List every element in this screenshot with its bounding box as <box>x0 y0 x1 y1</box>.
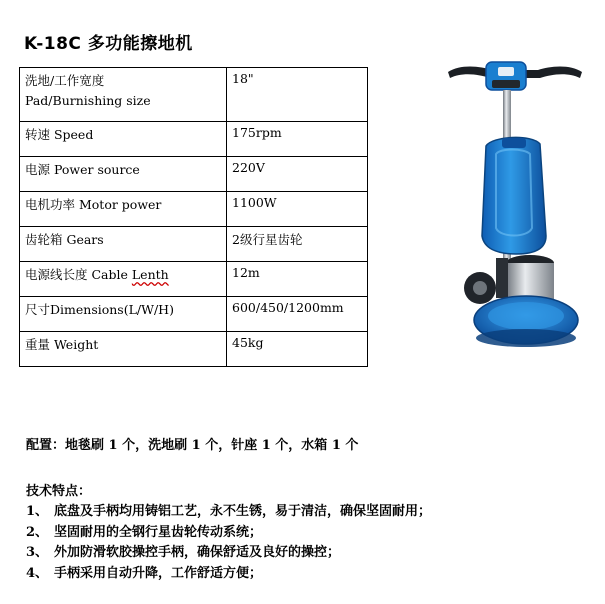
spec-label: 电源 Power source <box>20 157 227 192</box>
spec-row-pad-size <box>20 68 368 122</box>
spec-label <box>20 68 227 122</box>
spec-label: 电机功率 Motor power <box>20 192 227 227</box>
spec-label: 尺寸Dimensions(L/W/H) <box>20 297 227 332</box>
feature-item <box>26 523 431 544</box>
feature-number: 2、 <box>26 524 49 540</box>
feature-number: 4、 <box>26 565 49 581</box>
spec-value: 18" <box>227 68 368 122</box>
spec-table <box>19 67 368 367</box>
spec-value: 12m <box>227 262 368 297</box>
spec-value: 175rpm <box>227 122 368 157</box>
spec-label: 转速 Speed <box>20 122 227 157</box>
floor-machine-image <box>440 58 590 370</box>
spec-value: 2级行星齿轮 <box>227 227 368 262</box>
spec-row-speed <box>20 122 368 157</box>
feature-text: 底盘及手柄均用铸铝工艺，永不生锈，易于清洁，确保坚固耐用； <box>54 504 432 519</box>
feature-text: 坚固耐用的全钢行星齿轮传动系统； <box>54 524 263 540</box>
spec-label: 齿轮箱 Gears <box>20 227 227 262</box>
feature-text: 外加防滑软胶操控手柄，确保舒适及良好的操控； <box>54 545 341 560</box>
spec-row-motor-power <box>20 192 368 227</box>
spec-label-text: 电源线长度 Cable <box>25 267 132 282</box>
spec-row-weight <box>20 332 368 367</box>
spec-value: 1100W <box>227 192 368 227</box>
spec-label-line: Pad/Burnishing size <box>25 93 151 108</box>
spec-label <box>20 262 227 297</box>
spec-row-dimensions <box>20 297 368 332</box>
feature-text: 手柄采用自动升降，工作舒适方便； <box>54 565 263 581</box>
feature-number: 1、 <box>26 504 49 519</box>
features-title: 技术特点： <box>26 484 92 499</box>
feature-number: 3、 <box>26 545 49 560</box>
spec-row-gears <box>20 227 368 262</box>
features-section <box>26 480 431 584</box>
spec-row-cable-length <box>20 262 368 297</box>
spec-value: 45kg <box>227 332 368 367</box>
feature-item <box>26 564 431 585</box>
spec-label: 重量 Weight <box>20 332 227 367</box>
configuration-text: 配置：地毯刷 1 个，洗地刷 1 个，针座 1 个，水箱 1 个 <box>26 438 359 453</box>
page-title: K-18C 多功能擦地机 <box>24 34 193 54</box>
spec-value: 220V <box>227 157 368 192</box>
feature-item <box>26 543 431 564</box>
spec-label-line: 洗地/工作宽度 <box>25 73 105 88</box>
feature-item <box>26 502 431 523</box>
spec-row-power-source <box>20 157 368 192</box>
spec-value: 600/450/1200mm <box>227 297 368 332</box>
spellcheck-underlined-word: Lenth <box>131 267 169 282</box>
